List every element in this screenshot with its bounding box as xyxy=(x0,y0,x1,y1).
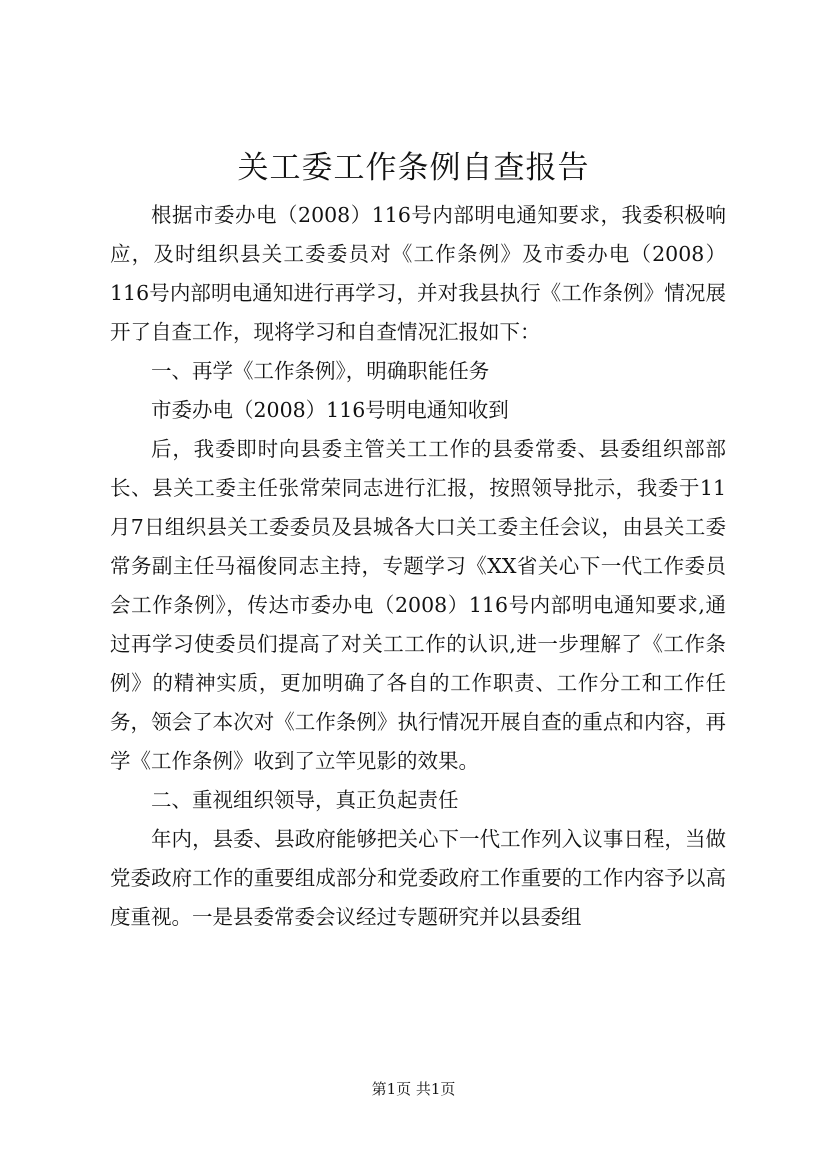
document-body xyxy=(110,196,726,937)
paragraph-notice-received: 市委办电（2008）116号明电通知收到 xyxy=(151,398,509,422)
section-heading-1: 一、再学《工作条例》，明确职能任务 xyxy=(151,359,490,383)
paragraph-intro: 根据市委办电（2008）116号内部明电通知要求，我委积极响应，及时组织县关工委委员对《工作条例》及市委办电（2008）116号内部明电通知进行再学习，并对我县执行《工作条例》情况展开了自查工作，现将学习和自查情况汇报如下： xyxy=(110,203,726,344)
page-number-footer: 第1页 共1页 xyxy=(371,1080,456,1098)
section-heading-2: 二、重视组织领导，真正负起责任 xyxy=(151,788,459,812)
document-title: 关工委工作条例自查报告 xyxy=(237,150,590,186)
paragraph-leadership: 年内，县委、县政府能够把关心下一代工作列入议事日程，当做党委政府工作的重要组成部分和党委政府工作重要的工作内容予以高度重视。一是县委常委会议经过专题研究并以县委组 xyxy=(110,827,726,929)
paragraph-study-details: 后，我委即时向县委主管关工工作的县委常委、县委组织部部长、县关工委主任张常荣同志进行汇报，按照领导批示，我委于11月7日组织县关工委委员及县城各大口关工委主任会议，由县关工委常务副主任马福俊同志主持，专题学习《XX省关心下一代工作委员会工作条例》，传达市委办电（2008）116号内部明电通知要求,通过再学习使委员们提高了对关工工作的认识,进一步理解了《工作条例》的精神实质，更加明确了各自的工作职责、工作分工和工作任务，领会了本次对《工作条例》执行情况开展自查的重点和内容，再学《工作条例》收到了立竿见影的效果。 xyxy=(110,437,726,773)
